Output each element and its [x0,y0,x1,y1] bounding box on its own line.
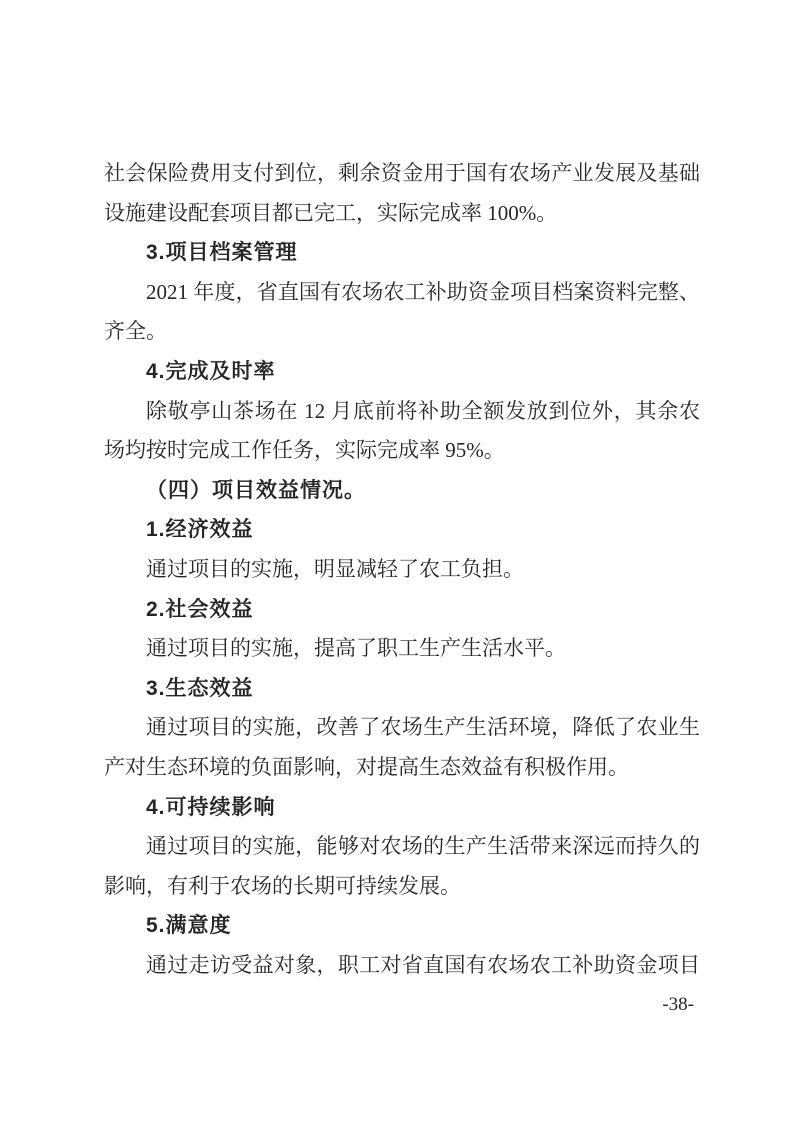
paragraph-line: 社会保险费用支付到位，剩余资金用于国有农场产业发展及基础 [104,161,700,185]
paragraph-line: 场均按时完成工作任务，实际完成率 95%。 [104,438,505,463]
section-heading: 5.满意度 [146,914,232,938]
section-heading: 2.社会效益 [146,597,254,621]
paragraph-line: 通过走访受益对象，职工对省直国有农场农工补助资金项目 [146,952,700,977]
section-heading: 4.可持续影响 [146,795,276,819]
paragraph-line: 通过项目的实施，明显减轻了农工负担。 [146,556,524,581]
section-heading: 4.完成及时率 [146,359,276,383]
section-heading: 3.项目档案管理 [146,241,298,265]
paragraph-line: 设施建设配套项目都已完工，实际完成率 100%。 [104,200,558,225]
page-body-text [104,154,700,985]
section-heading: 1.经济效益 [146,518,254,542]
paragraph-line: 通过项目的实施，能够对农场的生产生活带来深远而持久的 [146,834,700,859]
paragraph-line: 2021 年度，省直国有农场农工补助资金项目档案资料完整、 [146,279,700,304]
paragraph-line: 除敬亭山茶场在 12 月底前将补助全额发放到位外，其余农 [146,398,700,423]
page-number: -38- [662,994,694,1015]
paragraph-line: 影响，有利于农场的长期可持续发展。 [104,873,461,898]
section-heading: （四）项目效益情况。 [146,478,366,502]
paragraph-line: 产对生态环境的负面影响，对提高生态效益有积极作用。 [104,754,629,779]
paragraph-line: 齐全。 [104,319,167,344]
section-heading: 3.生态效益 [146,676,254,700]
paragraph-line: 通过项目的实施，提高了职工生产生活水平。 [146,636,566,661]
paragraph-line: 通过项目的实施，改善了农场生产生活环境，降低了农业生 [146,715,700,740]
